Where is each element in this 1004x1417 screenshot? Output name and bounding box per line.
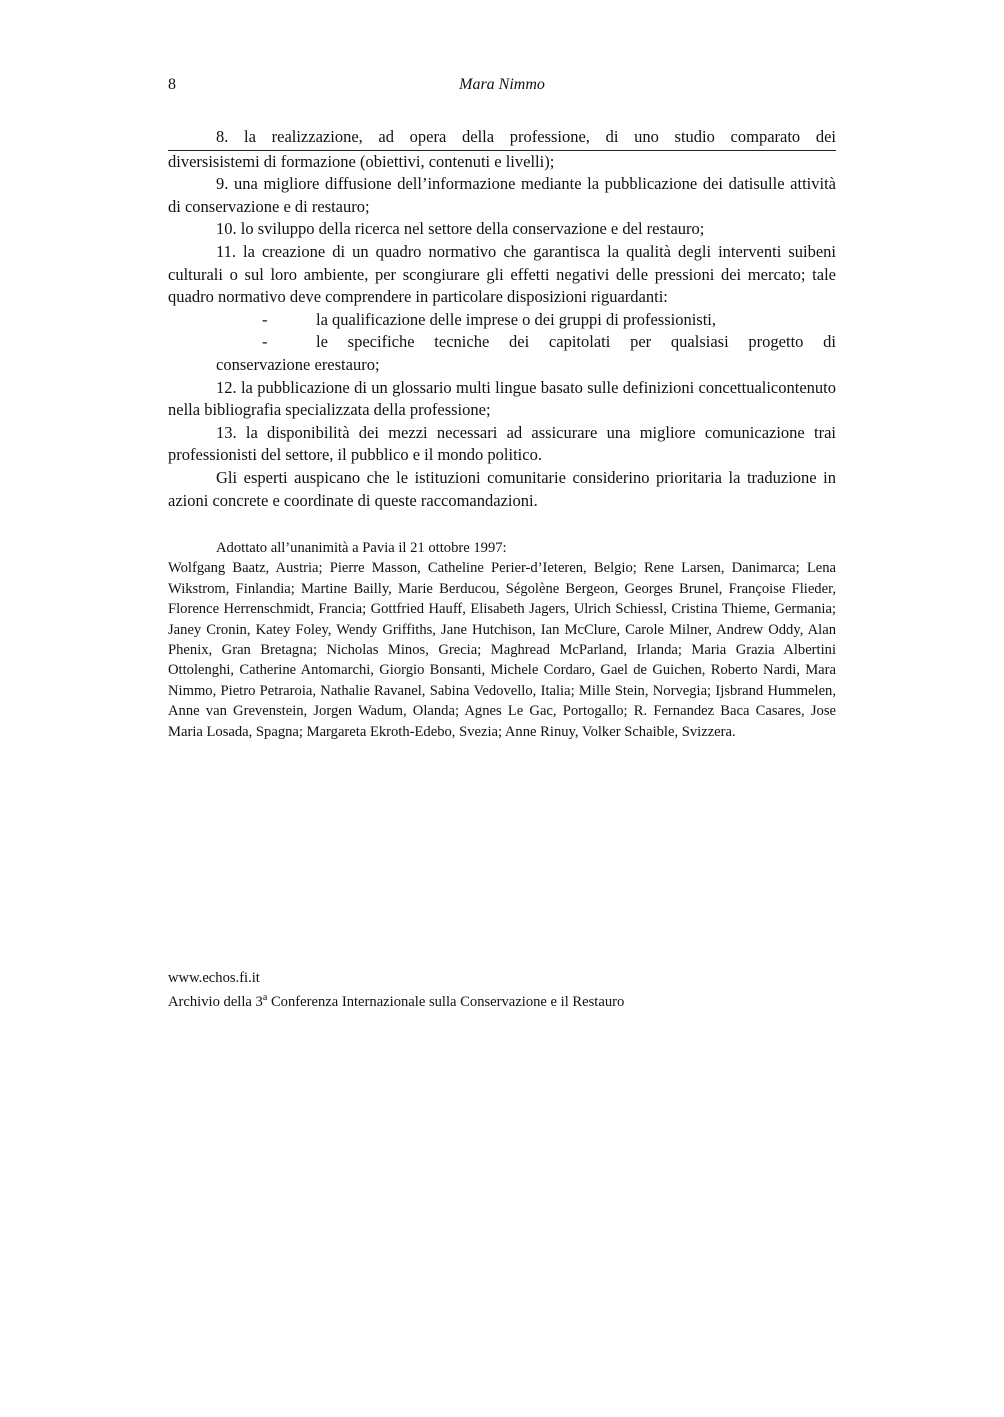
item-10: 10. lo sviluppo della ricerca nel settore della conservazione e del restauro; [216,219,705,239]
sub-item [168,331,836,354]
dash-bullet: - [262,332,268,352]
item-8-line-1: 8. la realizzazione, ad opera della professione, di uno studio comparato dei [216,127,836,146]
item-12: 12. la pubblicazione di un glossario multi lingue basato sulle definizioni concettualicontenuto nella bibliografia specializzata della professione; [168,377,836,420]
running-title: Mara Nimmo [459,76,545,93]
main-text [168,126,836,512]
sub-item-text: la qualificazione delle imprese o dei gruppi di professionisti, [316,309,717,329]
footer-archive [168,988,836,1012]
sub-item-continuation: conservazione erestauro; [216,354,380,374]
item-13: 13. la disponibilità dei mezzi necessari ad assicurare una migliore comunicazione trai professionisti del settore, il pubblico e il mondo politico. [168,422,836,465]
adoption-title: Adottato all’unanimità a Pavia il 21 ottobre 1997: [216,540,507,556]
page-number: 8 [168,76,176,93]
page-header [168,76,836,98]
footer-url: www.echos.fi.it [168,970,260,986]
sub-item-text: le specifiche tecniche dei capitolati per qualsiasi progetto di [316,332,836,352]
archive-suffix: Conferenza Internazionale sulla Conservazione e il Restauro [267,994,625,1011]
adoption-block [168,538,836,742]
item-9: 9. una migliore diffusione dell’informazione mediante la pubblicazione dei datisulle attività di conservazione e di restauro; [168,174,836,216]
page-footer [168,968,836,1013]
item-8-line-2: diversisistemi di formazione (obiettivi, contenuti e livelli); [168,151,555,171]
item-11: 11. la creazione di un quadro normativo che garantisca la qualità degli interventi suibeni culturali o sul loro ambiente, per scongiurare gli effetti negativi delle pressioni dei mercato; tale quadro normativo deve comprendere in particolare disposizioni riguardanti: [168,241,836,307]
closing-paragraph: Gli esperti auspicano che le istituzioni comunitarie considerino prioritaria la traduzione in azioni concrete e coordinate di queste raccomandazioni. [168,467,836,510]
sub-item [168,309,836,332]
dash-bullet: - [262,309,268,329]
archive-superscript: a [262,992,268,1004]
archive-prefix: Archivio della 3 [168,994,263,1011]
signatories-list: Wolfgang Baatz, Austria; Pierre Masson, Catheline Perier-d’Ieteren, Belgio; Rene Larsen, Danimarca; Lena Wikstrom, Finlandia; Martine Bailly, Marie Berducou, Ségolène Bergeon, Georges Brunel, Françoise Flieder, Florence Herrenschmidt, Francia; Gottfried Hauff, Elisabeth Jagers, Ulrich Schiessl, Cristina Thieme, Germania; Janey Cronin, Katey Foley, Wendy Griffiths, Jane Hutchison, Ian McClure, Carole Milner, Andrew Oddy, Alan Phenix, Gran Bretagna; Nicholas Minos, Grecia; Maghread McParland, Irlanda; Maria Grazia Albertini Ottolenghi, Catherine Antomarchi, Giorgio Bonsanti, Michele Cordaro, Gael de Guichen, Roberto Nardi, Mara Nimmo, Pietro Petraroia, Nathalie Ravanel, Sabina Vedovello, Italia; Mille Stein, Norvegia; Ijsbrand Hummelen, Anne van Grevenstein, Jorgen Wadum, Olanda; Agnes Le Gac, Portogallo; R. Fernandez Baca Casares, Jose Maria Losada, Spagna; Margareta Ekroth-Edebo, Svezia; Anne Rinuy, Volker Schaible, Svizzera. [168,560,836,740]
